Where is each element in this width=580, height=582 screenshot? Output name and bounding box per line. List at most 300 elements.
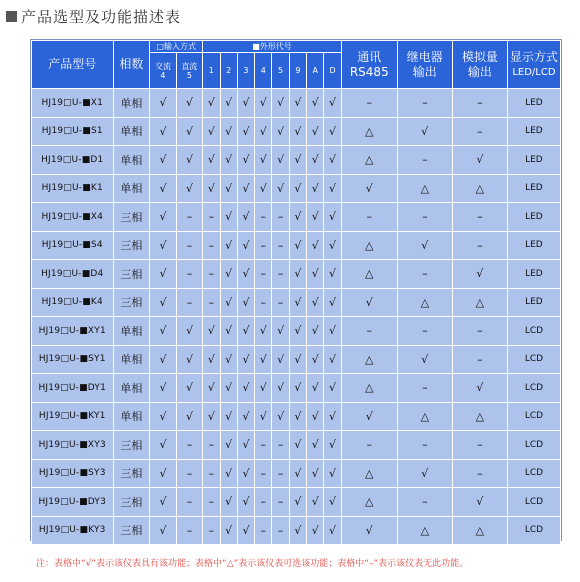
shape-cell: √ bbox=[307, 260, 324, 289]
shape-cell: √ bbox=[203, 89, 220, 118]
header-input-dc-code: 5 bbox=[186, 70, 192, 80]
shape-cell: √ bbox=[289, 402, 306, 431]
relay-cell: △ bbox=[397, 402, 452, 431]
header-input-group: □输入方式 bbox=[150, 41, 203, 53]
model-cell: HJ19□U-■KY3 bbox=[32, 516, 114, 545]
shape-cell: √ bbox=[237, 89, 254, 118]
table-row bbox=[32, 174, 561, 203]
shape-cell: √ bbox=[220, 516, 237, 545]
header-analog-line2: 输出 bbox=[467, 64, 492, 79]
shape-cell: √ bbox=[307, 488, 324, 517]
phase-cell: 三相 bbox=[113, 459, 150, 488]
header-relay-line2: 输出 bbox=[412, 64, 437, 79]
shape-cell: √ bbox=[324, 459, 341, 488]
relay-cell: – bbox=[397, 317, 452, 346]
shape-cell: √ bbox=[307, 431, 324, 460]
comm-cell: – bbox=[341, 317, 397, 346]
shape-cell: √ bbox=[289, 345, 306, 374]
shape-cell: √ bbox=[272, 374, 289, 403]
analog-cell: √ bbox=[452, 488, 507, 517]
shape-cell: √ bbox=[203, 146, 220, 175]
table-row bbox=[32, 260, 561, 289]
model-cell: HJ19□U-■D1 bbox=[32, 146, 114, 175]
shape-cell: √ bbox=[324, 203, 341, 232]
comm-cell: √ bbox=[341, 174, 397, 203]
input-ac-cell: √ bbox=[150, 146, 176, 175]
relay-cell: √ bbox=[397, 231, 452, 260]
comm-cell: √ bbox=[341, 402, 397, 431]
shape-cell: – bbox=[272, 260, 289, 289]
shape-cell: – bbox=[255, 203, 272, 232]
analog-cell: △ bbox=[452, 402, 507, 431]
shape-cell: √ bbox=[289, 374, 306, 403]
shape-cell: √ bbox=[220, 374, 237, 403]
shape-cell: √ bbox=[289, 174, 306, 203]
input-ac-cell: √ bbox=[150, 231, 176, 260]
shape-cell: – bbox=[255, 516, 272, 545]
header-shape-code: D bbox=[324, 53, 341, 89]
input-ac-cell: √ bbox=[150, 431, 176, 460]
comm-cell: △ bbox=[341, 260, 397, 289]
input-ac-cell: √ bbox=[150, 288, 176, 317]
model-cell: HJ19□U-■S4 bbox=[32, 231, 114, 260]
shape-cell: √ bbox=[307, 402, 324, 431]
relay-cell: △ bbox=[397, 174, 452, 203]
table-row bbox=[32, 516, 561, 545]
shape-cell: √ bbox=[324, 516, 341, 545]
model-cell: HJ19□U-■SY3 bbox=[32, 459, 114, 488]
display-cell: LCD bbox=[507, 516, 560, 545]
shape-cell: √ bbox=[220, 231, 237, 260]
shape-cell: √ bbox=[307, 146, 324, 175]
display-cell: LCD bbox=[507, 402, 560, 431]
table-row bbox=[32, 203, 561, 232]
display-cell: LCD bbox=[507, 459, 560, 488]
shape-cell: – bbox=[272, 488, 289, 517]
comm-cell: √ bbox=[341, 516, 397, 545]
shape-cell: √ bbox=[289, 260, 306, 289]
header-relay bbox=[397, 41, 452, 89]
shape-cell: – bbox=[272, 288, 289, 317]
shape-cell: √ bbox=[324, 345, 341, 374]
table-row bbox=[32, 431, 561, 460]
shape-cell: – bbox=[272, 203, 289, 232]
display-cell: LED bbox=[507, 117, 560, 146]
model-cell: HJ19□U-■S1 bbox=[32, 117, 114, 146]
selection-table bbox=[31, 40, 561, 545]
input-dc-cell: √ bbox=[176, 117, 202, 146]
shape-cell: – bbox=[255, 488, 272, 517]
input-dc-cell: √ bbox=[176, 89, 202, 118]
shape-cell: √ bbox=[220, 117, 237, 146]
shape-cell: √ bbox=[324, 288, 341, 317]
shape-cell: √ bbox=[220, 488, 237, 517]
shape-cell: √ bbox=[237, 488, 254, 517]
shape-cell: √ bbox=[324, 317, 341, 346]
shape-cell: – bbox=[255, 288, 272, 317]
relay-cell: – bbox=[397, 374, 452, 403]
shape-cell: √ bbox=[272, 402, 289, 431]
comm-cell: △ bbox=[341, 146, 397, 175]
input-dc-cell: – bbox=[176, 288, 202, 317]
shape-cell: √ bbox=[324, 374, 341, 403]
input-dc-cell: √ bbox=[176, 174, 202, 203]
shape-cell: √ bbox=[203, 402, 220, 431]
shape-cell: √ bbox=[255, 317, 272, 346]
header-shape-code: 2 bbox=[220, 53, 237, 89]
display-cell: LED bbox=[507, 146, 560, 175]
input-dc-cell: – bbox=[176, 488, 202, 517]
phase-cell: 三相 bbox=[113, 288, 150, 317]
input-dc-cell: – bbox=[176, 431, 202, 460]
header-analog-line1: 模拟量 bbox=[461, 49, 498, 64]
shape-cell: √ bbox=[255, 146, 272, 175]
model-cell: HJ19□U-■XY1 bbox=[32, 317, 114, 346]
shape-cell: √ bbox=[220, 260, 237, 289]
shape-cell: √ bbox=[289, 516, 306, 545]
shape-cell: √ bbox=[289, 203, 306, 232]
model-cell: HJ19□U-■KY1 bbox=[32, 402, 114, 431]
analog-cell: √ bbox=[452, 260, 507, 289]
input-ac-cell: √ bbox=[150, 117, 176, 146]
analog-cell: – bbox=[452, 89, 507, 118]
relay-cell: △ bbox=[397, 516, 452, 545]
shape-cell: √ bbox=[307, 89, 324, 118]
phase-cell: 单相 bbox=[113, 317, 150, 346]
shape-cell: √ bbox=[203, 117, 220, 146]
shape-cell: – bbox=[255, 431, 272, 460]
shape-cell: √ bbox=[307, 231, 324, 260]
input-dc-cell: – bbox=[176, 260, 202, 289]
header-shape-code: 9 bbox=[289, 53, 306, 89]
phase-cell: 单相 bbox=[113, 345, 150, 374]
shape-cell: – bbox=[255, 459, 272, 488]
shape-cell: – bbox=[203, 260, 220, 289]
model-cell: HJ19□U-■DY1 bbox=[32, 374, 114, 403]
shape-cell: √ bbox=[220, 174, 237, 203]
relay-cell: – bbox=[397, 488, 452, 517]
shape-cell: √ bbox=[220, 146, 237, 175]
model-cell: HJ19□U-■SY1 bbox=[32, 345, 114, 374]
header-shape-code: 3 bbox=[237, 53, 254, 89]
header-model: 产品型号 bbox=[32, 41, 114, 89]
input-dc-cell: √ bbox=[176, 146, 202, 175]
shape-cell: √ bbox=[289, 459, 306, 488]
input-ac-cell: √ bbox=[150, 260, 176, 289]
input-dc-cell: – bbox=[176, 203, 202, 232]
shape-cell: √ bbox=[237, 260, 254, 289]
table-row bbox=[32, 488, 561, 517]
shape-cell: √ bbox=[237, 203, 254, 232]
title-square-icon bbox=[6, 11, 17, 22]
input-ac-cell: √ bbox=[150, 374, 176, 403]
display-cell: LCD bbox=[507, 317, 560, 346]
input-ac-cell: √ bbox=[150, 459, 176, 488]
analog-cell: – bbox=[452, 345, 507, 374]
shape-cell: √ bbox=[289, 431, 306, 460]
shape-cell: √ bbox=[237, 345, 254, 374]
header-input-dc-label: 直流 bbox=[181, 61, 198, 71]
model-cell: HJ19□U-■XY3 bbox=[32, 431, 114, 460]
shape-cell: √ bbox=[220, 459, 237, 488]
header-relay-line1: 继电器 bbox=[406, 49, 443, 64]
table-row bbox=[32, 459, 561, 488]
model-cell: HJ19□U-■K1 bbox=[32, 174, 114, 203]
input-dc-cell: √ bbox=[176, 345, 202, 374]
analog-cell: △ bbox=[452, 288, 507, 317]
table-row bbox=[32, 231, 561, 260]
shape-cell: √ bbox=[272, 146, 289, 175]
phase-cell: 单相 bbox=[113, 146, 150, 175]
display-cell: LED bbox=[507, 89, 560, 118]
input-ac-cell: √ bbox=[150, 488, 176, 517]
analog-cell: – bbox=[452, 203, 507, 232]
header-shape-code: A bbox=[307, 53, 324, 89]
shape-cell: – bbox=[203, 459, 220, 488]
shape-cell: √ bbox=[324, 146, 341, 175]
shape-cell: – bbox=[272, 516, 289, 545]
model-cell: HJ19□U-■X4 bbox=[32, 203, 114, 232]
shape-cell: √ bbox=[220, 203, 237, 232]
comm-cell: △ bbox=[341, 488, 397, 517]
analog-cell: – bbox=[452, 117, 507, 146]
shape-cell: √ bbox=[220, 431, 237, 460]
header-shape-code: 5 bbox=[272, 53, 289, 89]
shape-cell: √ bbox=[324, 89, 341, 118]
shape-cell: √ bbox=[220, 317, 237, 346]
shape-cell: √ bbox=[307, 288, 324, 317]
input-ac-cell: √ bbox=[150, 516, 176, 545]
shape-cell: √ bbox=[307, 374, 324, 403]
shape-cell: – bbox=[203, 231, 220, 260]
header-shape-code: 1 bbox=[203, 53, 220, 89]
display-cell: LED bbox=[507, 231, 560, 260]
shape-cell: √ bbox=[324, 488, 341, 517]
analog-cell: – bbox=[452, 459, 507, 488]
shape-cell: √ bbox=[255, 117, 272, 146]
phase-cell: 单相 bbox=[113, 117, 150, 146]
shape-cell: √ bbox=[307, 174, 324, 203]
shape-cell: √ bbox=[237, 146, 254, 175]
shape-cell: √ bbox=[289, 231, 306, 260]
shape-cell: √ bbox=[220, 345, 237, 374]
analog-cell: – bbox=[452, 431, 507, 460]
shape-cell: √ bbox=[289, 317, 306, 346]
model-cell: HJ19□U-■D4 bbox=[32, 260, 114, 289]
input-dc-cell: – bbox=[176, 231, 202, 260]
comm-cell: – bbox=[341, 89, 397, 118]
model-cell: HJ19□U-■X1 bbox=[32, 89, 114, 118]
shape-cell: – bbox=[272, 431, 289, 460]
header-comm-line2: RS485 bbox=[349, 64, 389, 79]
phase-cell: 三相 bbox=[113, 203, 150, 232]
comm-cell: △ bbox=[341, 374, 397, 403]
shape-cell: √ bbox=[307, 117, 324, 146]
comm-cell: △ bbox=[341, 345, 397, 374]
header-display bbox=[507, 41, 560, 89]
relay-cell: – bbox=[397, 89, 452, 118]
shape-cell: – bbox=[272, 231, 289, 260]
input-ac-cell: √ bbox=[150, 89, 176, 118]
shape-cell: √ bbox=[272, 345, 289, 374]
display-cell: LED bbox=[507, 288, 560, 317]
shape-cell: √ bbox=[324, 174, 341, 203]
shape-cell: √ bbox=[307, 516, 324, 545]
shape-cell: √ bbox=[272, 89, 289, 118]
shape-cell: √ bbox=[324, 402, 341, 431]
shape-cell: √ bbox=[237, 402, 254, 431]
phase-cell: 单相 bbox=[113, 174, 150, 203]
model-cell: HJ19□U-■DY3 bbox=[32, 488, 114, 517]
display-cell: LED bbox=[507, 203, 560, 232]
display-cell: LED bbox=[507, 260, 560, 289]
shape-cell: √ bbox=[255, 402, 272, 431]
relay-cell: √ bbox=[397, 345, 452, 374]
shape-cell: √ bbox=[289, 488, 306, 517]
page-title: 产品选型及功能描述表 bbox=[21, 7, 182, 26]
header-shape-group: ■外形代号 bbox=[203, 41, 342, 53]
shape-cell: √ bbox=[324, 431, 341, 460]
table-row bbox=[32, 345, 561, 374]
relay-cell: – bbox=[397, 431, 452, 460]
phase-cell: 单相 bbox=[113, 374, 150, 403]
table-row bbox=[32, 317, 561, 346]
shape-cell: – bbox=[203, 516, 220, 545]
shape-cell: √ bbox=[324, 231, 341, 260]
relay-cell: – bbox=[397, 146, 452, 175]
header-display-line2: LED/LCD bbox=[512, 66, 556, 78]
shape-cell: – bbox=[255, 231, 272, 260]
table-row bbox=[32, 117, 561, 146]
shape-cell: √ bbox=[272, 174, 289, 203]
phase-cell: 三相 bbox=[113, 516, 150, 545]
shape-cell: √ bbox=[307, 459, 324, 488]
input-ac-cell: √ bbox=[150, 174, 176, 203]
header-comm bbox=[341, 41, 397, 89]
shape-cell: √ bbox=[203, 345, 220, 374]
shape-cell: √ bbox=[220, 402, 237, 431]
comm-cell: △ bbox=[341, 231, 397, 260]
input-ac-cell: √ bbox=[150, 345, 176, 374]
shape-cell: √ bbox=[237, 117, 254, 146]
shape-cell: √ bbox=[237, 174, 254, 203]
input-dc-cell: – bbox=[176, 459, 202, 488]
phase-cell: 三相 bbox=[113, 488, 150, 517]
shape-cell: √ bbox=[324, 260, 341, 289]
header-display-line1: 显示方式 bbox=[509, 49, 558, 64]
footnote: 注：表格中“√”表示该仪表具有该功能；表格中“△”表示该仪表可选该功能；表格中“–”表示该仪表无此功能。 bbox=[36, 559, 469, 569]
header-shape-code: 4 bbox=[255, 53, 272, 89]
shape-cell: – bbox=[203, 431, 220, 460]
display-cell: LCD bbox=[507, 374, 560, 403]
selection-table-container bbox=[30, 39, 562, 541]
shape-cell: √ bbox=[289, 89, 306, 118]
relay-cell: – bbox=[397, 260, 452, 289]
shape-cell: √ bbox=[237, 231, 254, 260]
table-body bbox=[32, 89, 561, 545]
comm-cell: √ bbox=[341, 288, 397, 317]
shape-cell: √ bbox=[220, 288, 237, 317]
analog-cell: △ bbox=[452, 516, 507, 545]
header-input-ac-label: 交流 bbox=[154, 61, 171, 71]
comm-cell: – bbox=[341, 203, 397, 232]
shape-cell: √ bbox=[237, 317, 254, 346]
relay-cell: △ bbox=[397, 288, 452, 317]
table-row bbox=[32, 374, 561, 403]
shape-cell: – bbox=[203, 203, 220, 232]
shape-cell: √ bbox=[289, 288, 306, 317]
header-input-dc bbox=[176, 53, 202, 89]
shape-cell: √ bbox=[237, 459, 254, 488]
relay-cell: √ bbox=[397, 117, 452, 146]
input-ac-cell: √ bbox=[150, 402, 176, 431]
relay-cell: √ bbox=[397, 459, 452, 488]
relay-cell: – bbox=[397, 203, 452, 232]
page-title-bar bbox=[6, 6, 181, 26]
analog-cell: – bbox=[452, 231, 507, 260]
header-comm-line1: 通讯 bbox=[357, 49, 382, 64]
phase-cell: 单相 bbox=[113, 89, 150, 118]
input-dc-cell: – bbox=[176, 516, 202, 545]
header-input-ac bbox=[150, 53, 176, 89]
phase-cell: 三相 bbox=[113, 431, 150, 460]
shape-cell: √ bbox=[289, 146, 306, 175]
header-phase: 相数 bbox=[113, 41, 150, 89]
phase-cell: 单相 bbox=[113, 402, 150, 431]
shape-cell: √ bbox=[203, 374, 220, 403]
phase-cell: 三相 bbox=[113, 260, 150, 289]
input-ac-cell: √ bbox=[150, 203, 176, 232]
input-ac-cell: √ bbox=[150, 317, 176, 346]
input-dc-cell: √ bbox=[176, 402, 202, 431]
shape-cell: √ bbox=[307, 345, 324, 374]
shape-cell: √ bbox=[307, 317, 324, 346]
comm-cell: △ bbox=[341, 459, 397, 488]
table-row bbox=[32, 146, 561, 175]
shape-cell: √ bbox=[237, 516, 254, 545]
shape-cell: √ bbox=[255, 345, 272, 374]
model-cell: HJ19□U-■K4 bbox=[32, 288, 114, 317]
header-input-ac-code: 4 bbox=[160, 70, 166, 80]
analog-cell: △ bbox=[452, 174, 507, 203]
shape-cell: √ bbox=[255, 89, 272, 118]
analog-cell: √ bbox=[452, 374, 507, 403]
comm-cell: – bbox=[341, 431, 397, 460]
shape-cell: √ bbox=[220, 89, 237, 118]
comm-cell: △ bbox=[341, 117, 397, 146]
table-row bbox=[32, 402, 561, 431]
shape-cell: √ bbox=[237, 374, 254, 403]
shape-cell: – bbox=[255, 260, 272, 289]
input-dc-cell: √ bbox=[176, 317, 202, 346]
shape-cell: √ bbox=[203, 174, 220, 203]
shape-cell: √ bbox=[237, 288, 254, 317]
table-row bbox=[32, 89, 561, 118]
table-row bbox=[32, 288, 561, 317]
shape-cell: √ bbox=[307, 203, 324, 232]
shape-cell: √ bbox=[255, 174, 272, 203]
header-analog bbox=[452, 41, 507, 89]
shape-cell: √ bbox=[203, 317, 220, 346]
shape-cell: – bbox=[203, 288, 220, 317]
shape-cell: – bbox=[203, 488, 220, 517]
analog-cell: – bbox=[452, 317, 507, 346]
shape-cell: √ bbox=[272, 117, 289, 146]
input-dc-cell: √ bbox=[176, 374, 202, 403]
display-cell: LCD bbox=[507, 345, 560, 374]
display-cell: LED bbox=[507, 174, 560, 203]
shape-cell: √ bbox=[272, 317, 289, 346]
